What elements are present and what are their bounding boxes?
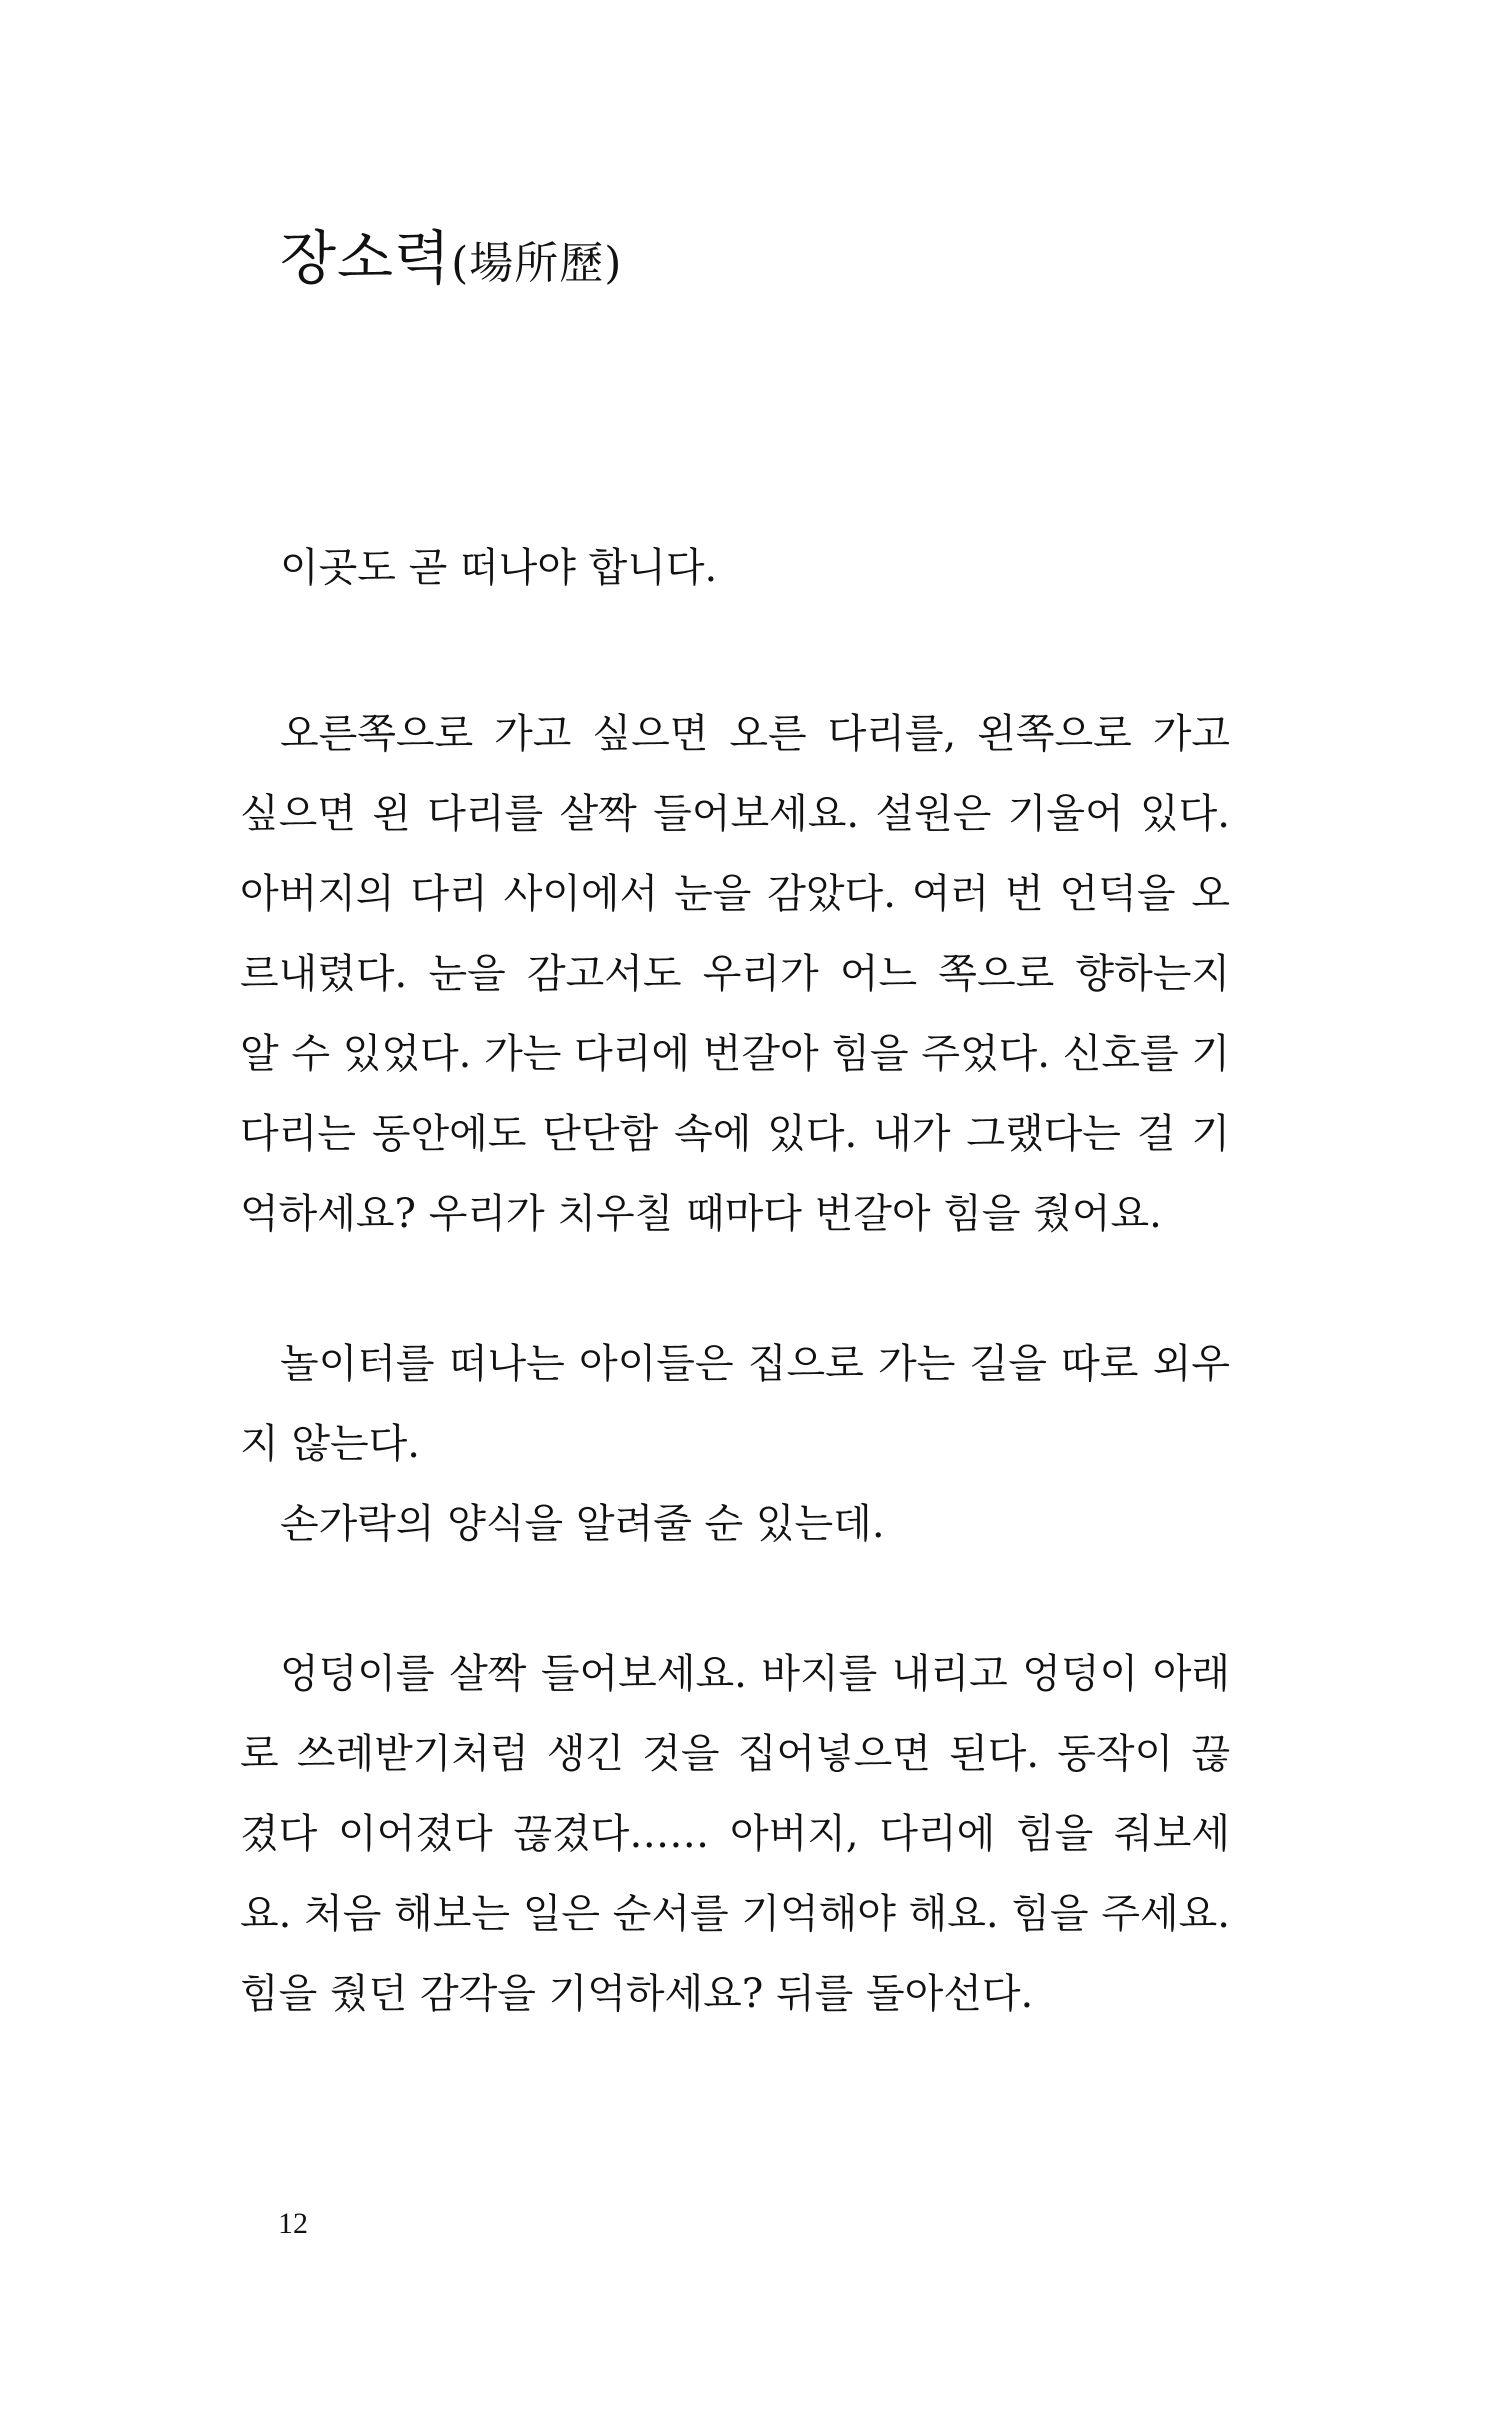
paragraph-5-line-1: 엉덩이를 살짝 들어보세요. 바지를 내리고 엉덩이 아래 [280, 1651, 1230, 1697]
paragraph-2-line-1: 오른쪽으로 가고 싶으면 오른 다리를, 왼쪽으로 가고 [280, 711, 1230, 757]
paragraph-2-line-6: 다리는 동안에도 단단함 속에 있다. 내가 그랬다는 걸 기 [240, 1111, 1230, 1157]
paragraph-5-line-5: 힘을 줬던 감각을 기억하세요? 뒤를 돌아선다. [240, 1971, 1034, 2017]
paragraph-2-line-2: 싶으면 왼 다리를 살짝 들어보세요. 설원은 기울어 있다. [240, 791, 1230, 837]
paragraph-2-line-3: 아버지의 다리 사이에서 눈을 감았다. 여러 번 언덕을 오 [240, 871, 1230, 917]
paragraph-2-line-4: 르내렸다. 눈을 감고서도 우리가 어느 쪽으로 향하는지 [240, 951, 1230, 997]
paragraph-5-line-2: 로 쓰레받기처럼 생긴 것을 집어넣으면 된다. 동작이 끊 [240, 1731, 1230, 1777]
paragraph-4-line-1: 손가락의 양식을 알려줄 순 있는데. [280, 1501, 885, 1547]
chapter-title-hanja: (場所歷) [451, 238, 623, 289]
chapter-title-hangul: 장소력 [280, 224, 452, 292]
paragraph-3-line-2: 지 않는다. [240, 1421, 420, 1467]
paragraph-1-line-1: 이곳도 곧 떠나야 합니다. [280, 545, 718, 591]
chapter-title [280, 218, 622, 304]
page-number: 12 [278, 2207, 308, 2240]
paragraph-2-line-5: 알 수 있었다. 가는 다리에 번갈아 힘을 주었다. 신호를 기 [240, 1031, 1230, 1077]
paragraph-2-line-7: 억하세요? 우리가 치우칠 때마다 번갈아 힘을 줬어요. [240, 1191, 1162, 1237]
paragraph-3-line-1: 놀이터를 떠나는 아이들은 집으로 가는 길을 따로 외우 [280, 1341, 1230, 1387]
paragraph-5-line-4: 요. 처음 해보는 일은 순서를 기억해야 해요. 힘을 주세요. [240, 1891, 1230, 1937]
paragraph-5-line-3: 겼다 이어졌다 끊겼다…… 아버지, 다리에 힘을 줘보세 [240, 1811, 1230, 1857]
